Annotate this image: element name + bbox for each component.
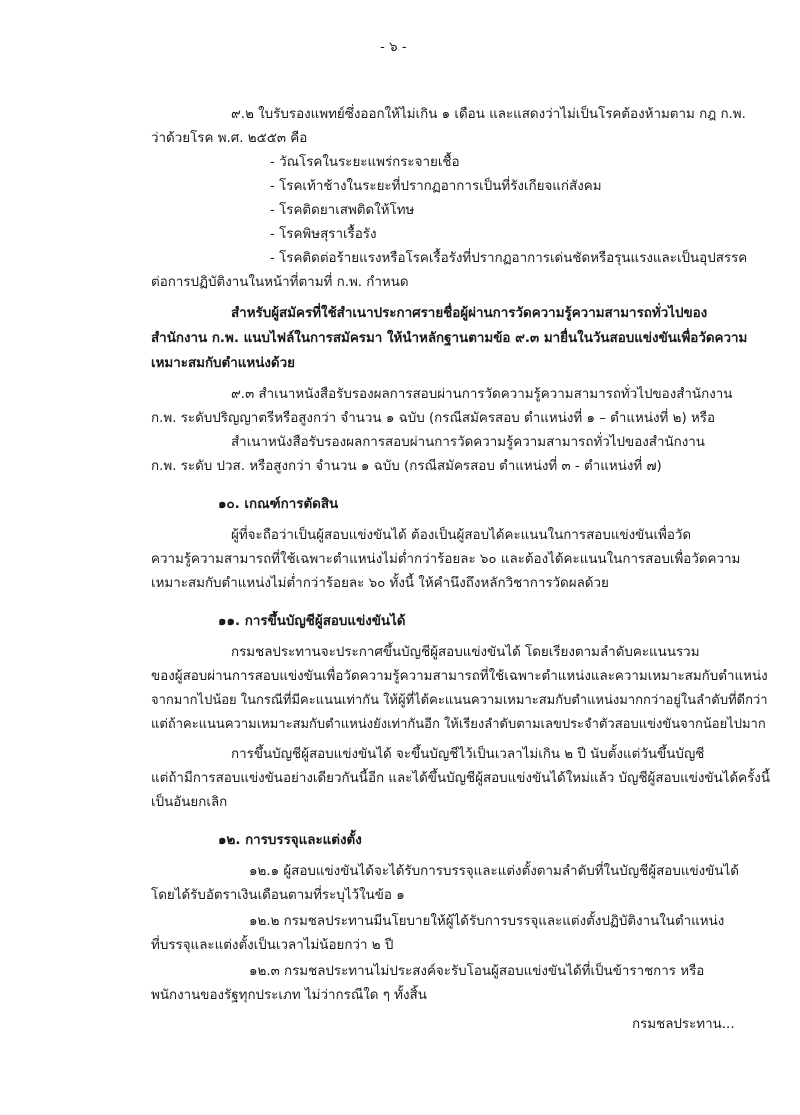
section-9-2-line2: ว่าด้วยโรค พ.ศ. ๒๕๕๓ คือ <box>151 131 308 146</box>
section-10-line3: เหมาะสมกับตำแหน่งไม่ต่ำกว่าร้อยละ ๖๐ ทั้งนี้ ให้คำนึงถึงหลักวิชาการวัดผลด้วย <box>151 576 609 591</box>
disease-item: - โรคเท้าช้างในระยะที่ปรากฏอาการเป็นที่รังเกียจแก่สังคม <box>270 179 602 194</box>
section-10-line1: ผู้ที่จะถือว่าเป็นผู้สอบแข่งขันได้ ต้องเป็นผู้สอบได้คะแนนในการสอบแข่งขันเพื่อวัด <box>231 528 692 543</box>
disease-item: - โรคติดต่อร้ายแรงหรือโรคเรื้อรังที่ปรากฏอาการเด่นชัดหรือรุนแรงและเป็นอุปสรรค <box>270 251 748 266</box>
section-9-3-line2: ก.พ. ระดับปริญญาตรีหรือสูงกว่า จำนวน ๑ ฉบับ (กรณีสมัครสอบ ตำแหน่งที่ ๑ – ตำแหน่งที่ ๒) หรือ <box>151 411 716 426</box>
section-9-3-line4: ก.พ. ระดับ ปวส. หรือสูงกว่า จำนวน ๑ ฉบับ (กรณีสมัครสอบ ตำแหน่งที่ ๓ - ตำแหน่งที่ ๗) <box>151 459 662 474</box>
section-10-heading: ๑๐. เกณฑ์การตัดสิน <box>218 497 339 512</box>
section-12-2-line1: ๑๒.๒ กรมชลประทานมีนโยบายให้ผู้ได้รับการบรรจุและแต่งตั้งปฏิบัติงานในตำแหน่ง <box>249 914 725 929</box>
section-11-p1-line1: กรมชลประทานจะประกาศขึ้นบัญชีผู้สอบแข่งขันได้ โดยเรียงตามลำดับคะแนนรวม <box>231 645 700 660</box>
section-12-1-line2: โดยได้รับอัตราเงินเดือนตามที่ระบุไว้ในข้อ ๑ <box>151 888 405 903</box>
section-11-p1-line3: จากมากไปน้อย ในกรณีที่มีคะแนนเท่ากัน ให้ผู้ที่ได้คะแนนความเหมาะสมกับตำแหน่งมากกว่าอยู่ในลำดับที่ดีกว่า <box>151 693 768 708</box>
section-11-p2-line1: การขึ้นบัญชีผู้สอบแข่งขันได้ จะขึ้นบัญชีไว้เป็นเวลาไม่เกิน ๒ ปี นับตั้งแต่วันขึ้นบัญชี <box>231 747 705 762</box>
notice-line2: สำนักงาน ก.พ. แนบไฟล์ในการสมัครมา ให้นำหลักฐานตามข้อ ๙.๓ มายื่นในวันสอบแข่งขันเพื่อวัดความ <box>151 331 748 346</box>
section-9-3-line1: ๙.๓ สำเนาหนังสือรับรองผลการสอบผ่านการวัดความรู้ความสามารถทั่วไปของสำนักงาน <box>231 387 733 402</box>
section-12-3-line2: พนักงานของรัฐทุกประเภท ไม่ว่ากรณีใด ๆ ทั้งสิ้น <box>151 988 427 1003</box>
section-11-p2-line2: แต่ถ้ามีการสอบแข่งขันอย่างเดียวกันนี้อีก และได้ขึ้นบัญชีผู้สอบแข่งขันได้ใหม่แล้ว บัญชีผู้สอบแข่งขันได้ครั้งนี้ <box>151 771 771 786</box>
section-9-2-line1: ๙.๒ ใบรับรองแพทย์ซึ่งออกให้ไม่เกิน ๑ เดือน และแสดงว่าไม่เป็นโรคต้องห้ามตาม กฎ ก.พ. <box>231 107 746 122</box>
page-number: - ๖ - <box>380 40 407 55</box>
section-11-p1-line4: แต่ถ้าคะแนนความเหมาะสมกับตำแหน่งยังเท่ากันอีก ให้เรียงลำดับตามเลขประจำตัวสอบแข่งขันจากน้อยไปมาก <box>151 717 766 732</box>
notice-line3: เหมาะสมกับตำแหน่งด้วย <box>151 356 295 371</box>
section-11-heading: ๑๑. การขึ้นบัญชีผู้สอบแข่งขันได้ <box>218 614 406 629</box>
section-9-2-line-last: ต่อการปฏิบัติงานในหน้าที่ตามที่ ก.พ. กำหนด <box>151 275 409 290</box>
section-12-3-line1: ๑๒.๓ กรมชลประทานไม่ประสงค์จะรับโอนผู้สอบแข่งขันได้ที่เป็นข้าราชการ หรือ <box>249 964 705 979</box>
section-11-p1-line2: ของผู้สอบผ่านการสอบแข่งขันเพื่อวัดความรู้ความสามารถที่ใช้เฉพาะตำแหน่งและความเหมาะสมกับตำแหน่ง <box>151 669 768 684</box>
section-12-heading: ๑๒. การบรรจุและแต่งตั้ง <box>218 833 362 848</box>
section-9-3-line3: สำเนาหนังสือรับรองผลการสอบผ่านการวัดความรู้ความสามารถทั่วไปของสำนักงาน <box>231 435 705 450</box>
disease-item: - โรคติดยาเสพติดให้โทษ <box>270 203 415 218</box>
notice-line1: สำหรับผู้สมัครที่ใช้สำเนาประกาศรายชื่อผู้ผ่านการวัดความรู้ความสามารถทั่วไปของ <box>231 306 708 321</box>
continuation-text: กรมชลประทาน... <box>632 1017 735 1032</box>
disease-item: - โรคพิษสุราเรื้อรัง <box>270 227 377 242</box>
section-11-p2-line3: เป็นอันยกเลิก <box>151 795 228 810</box>
section-12-2-line2: ที่บรรจุและแต่งตั้งเป็นเวลาไม่น้อยกว่า ๒ ปี <box>151 938 394 953</box>
disease-item: - วัณโรคในระยะแพร่กระจายเชื้อ <box>270 155 460 170</box>
section-12-1-line1: ๑๒.๑ ผู้สอบแข่งขันได้จะได้รับการบรรจุและแต่งตั้งตามลำดับที่ในบัญชีผู้สอบแข่งขันได้ <box>249 864 739 879</box>
section-10-line2: ความรู้ความสามารถที่ใช้เฉพาะตำแหน่งไม่ต่ำกว่าร้อยละ ๖๐ และต้องได้คะแนนในการสอบเพื่อวัดความ <box>151 552 741 567</box>
